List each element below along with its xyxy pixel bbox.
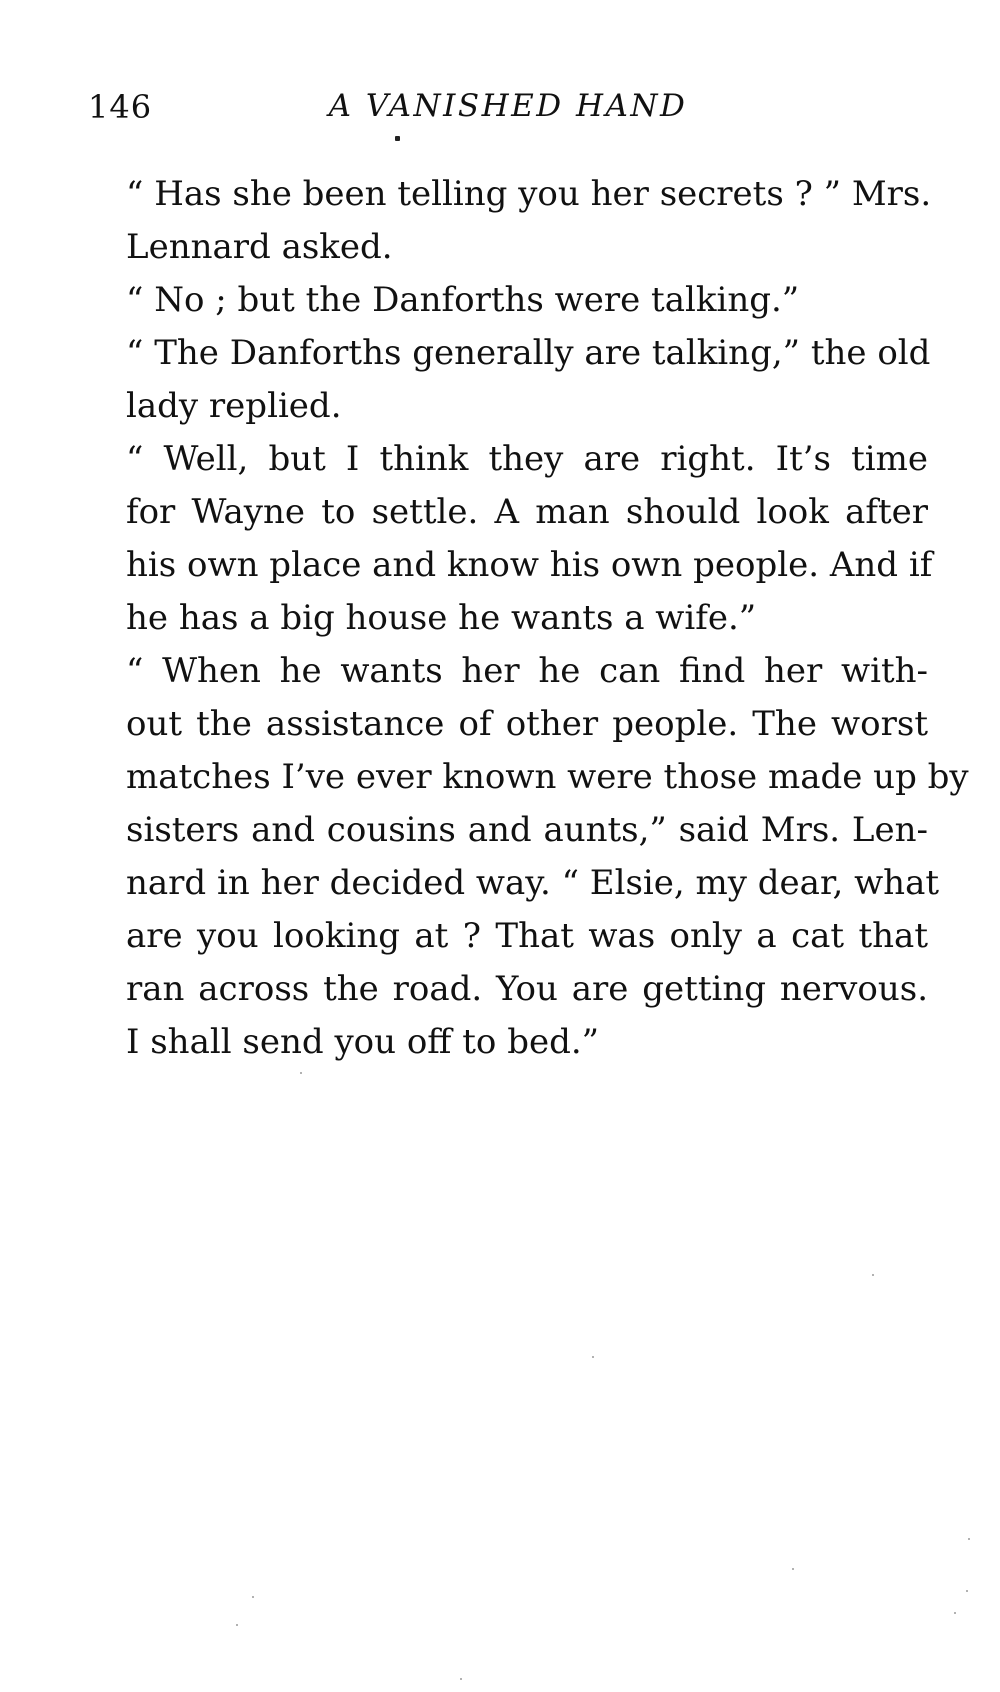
- text-line: ran across the road. You are getting nervous.: [126, 969, 928, 1009]
- text-line: nard in her decided way. “ Elsie, my dear, what: [126, 863, 940, 903]
- scan-speck: [872, 1274, 874, 1276]
- text-line: his own place and know his own people. And if: [126, 545, 933, 585]
- text-line: are you looking at ? That was only a cat that: [126, 916, 928, 956]
- scan-speck: [460, 1678, 462, 1680]
- running-title: A VANISHED HAND: [328, 88, 688, 124]
- text-line: Lennard asked.: [126, 227, 393, 267]
- text-line: he has a big house he wants a wife.”: [126, 598, 757, 638]
- scan-speck: [792, 1568, 794, 1570]
- text-line: sisters and cousins and aunts,” said Mrs. Len-: [126, 810, 928, 850]
- scan-speck: [954, 1612, 956, 1614]
- scan-speck: [236, 1624, 238, 1626]
- paragraph-2: [88, 274, 928, 327]
- text-line: I shall send you off to bed.”: [126, 1022, 600, 1062]
- body-text: [88, 168, 969, 1069]
- scan-speck: [592, 1356, 594, 1358]
- text-line: “ No ; but the Danforths were talking.”: [126, 280, 800, 320]
- text-line: out the assistance of other people. The worst: [126, 704, 928, 744]
- paragraph-3: [88, 327, 931, 433]
- paragraph-1: [88, 168, 932, 274]
- running-head: [88, 88, 928, 138]
- ink-speck: [395, 136, 400, 141]
- text-line: “ When he wants her he can find her with-: [126, 651, 928, 691]
- scan-speck: [300, 1072, 302, 1074]
- page-number: 146: [88, 88, 153, 126]
- text-line: lady replied.: [126, 386, 342, 426]
- paragraph-5: [88, 645, 969, 1069]
- text-line: “ Well, but I think they are right. It’s time: [126, 439, 928, 479]
- text-line: matches I’ve ever known were those made up by: [126, 757, 969, 797]
- scan-speck: [252, 1596, 254, 1598]
- scan-speck: [966, 1590, 968, 1592]
- text-line: for Wayne to settle. A man should look after: [126, 492, 928, 532]
- text-line: “ Has she been telling you her secrets ? ” Mrs.: [126, 174, 932, 214]
- scan-speck: [968, 1538, 970, 1540]
- paragraph-4: [88, 433, 933, 645]
- text-line: “ The Danforths generally are talking,” the old: [126, 333, 931, 373]
